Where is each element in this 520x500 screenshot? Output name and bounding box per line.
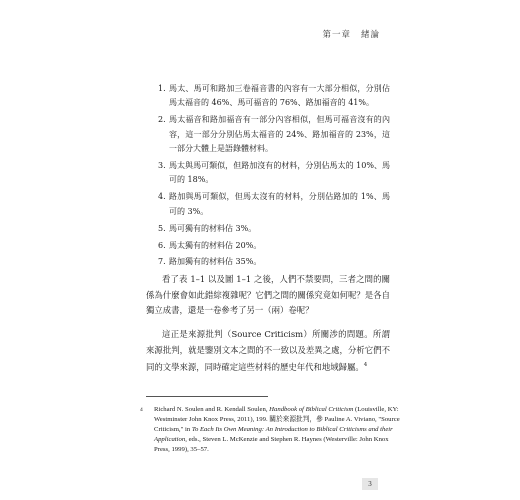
- list-text: 路加獨有的材料佔 35%。: [169, 257, 262, 267]
- footnote-reference: 4: [363, 362, 368, 369]
- list-item: [158, 222, 390, 236]
- footnote-divider: [146, 396, 268, 397]
- section-label: 緒論: [360, 30, 380, 40]
- list-item: [158, 255, 390, 269]
- list-number: 7.: [158, 257, 166, 267]
- footnote-book-title: Handbook of Biblical Criticism: [269, 406, 354, 413]
- paragraph-text: 這正是來源批判（Source Criticism）所關涉的問題。所謂來源批判，就是鑒別文本之間的不一致以及差異之處，分析它們不同的文學來源，同時確定這些材料的歷史年代和地域歸屬。: [146, 329, 390, 372]
- page-number: 3: [362, 478, 378, 490]
- body-paragraph: [146, 327, 390, 376]
- numbered-list: [158, 82, 390, 272]
- list-text: 馬太獨有的材料佔 20%。: [169, 240, 262, 250]
- list-text: 馬太與馬可類似，但路加沒有的材料，分別佔馬太的 10%、馬可的 18%。: [169, 161, 390, 185]
- list-item: [158, 159, 390, 188]
- list-item: [158, 82, 390, 111]
- footnote: [140, 405, 406, 455]
- footnote-book-title: To Each Its Own Meaning: An Introduction to Biblical Criticisms and their Application: [154, 426, 393, 444]
- footnote-text: (Louisville, KY: Westminster John Knox Press, 2011), 199. 關於來源批判，參 Pauline A. Viviano, "Source Criticism," in: [154, 406, 400, 434]
- list-item: [158, 190, 390, 219]
- footnote-text: Richard N. Soulen and R. Kendall Soulen,: [154, 406, 270, 413]
- footnote-text: , eds., Steven L. McKenzie and Stephen R. Haynes (Westerville: John Knox Press, 1999), 35–57.: [154, 436, 389, 454]
- chapter-label: 第一章: [322, 30, 351, 40]
- list-number: 5.: [158, 223, 166, 233]
- list-number: 3.: [158, 161, 166, 171]
- list-text: 馬太、馬可和路加三卷福音書的內容有一大部分相似，分別佔馬太福音的 46%、馬可福音的 76%、路加福音的 41%。: [169, 84, 390, 108]
- list-item: [158, 113, 390, 156]
- running-header: [322, 28, 380, 40]
- body-paragraph: 看了表 1–1 以及圖 1–1 之後，人們不禁要問，三者之間的關係為什麼會如此錯綜複雜呢？它們之間的關係究竟如何呢？是各自獨立成書，還是一卷參考了另一（兩）卷呢？: [146, 274, 390, 316]
- list-number: 2.: [158, 115, 166, 125]
- list-text: 馬可獨有的材料佔 3%。: [169, 223, 257, 233]
- list-number: 1.: [158, 84, 166, 93]
- list-number: 4.: [158, 192, 166, 202]
- list-number: 6.: [158, 240, 166, 250]
- list-text: 路加與馬可類似，但馬太沒有的材料，分別佔路加的 1%、馬可的 3%。: [169, 192, 390, 216]
- list-item: [158, 239, 390, 253]
- footnote-mark: 4: [140, 407, 143, 413]
- list-text: 馬太福音和路加福音有一部分內容相似，但馬可福音沒有的內容，這一部分分別佔馬太福音的 24%、路加福音的 23%，這一部分大體上是語錄體材料。: [169, 115, 390, 154]
